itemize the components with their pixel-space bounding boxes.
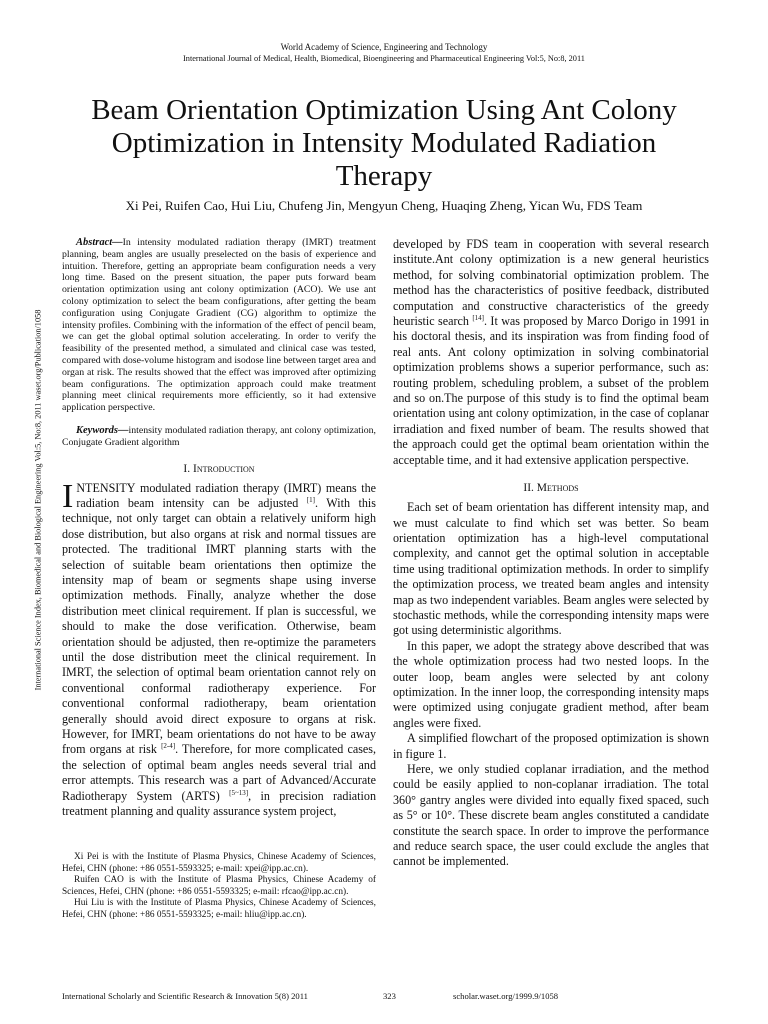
- methods-heading: II. Methods: [523, 482, 579, 495]
- author-footnotes: [62, 852, 376, 922]
- methods-paragraph: Here, we only studied coplanar irradiation, and the method could be easily applied to non-coplanar irradiation. The total 360° gantry angles were divided into equally fixed spaced, such as 5° or 10°. These discrete beam angles constituted a candidate constitute the search space. In order to improve the performance and reduce search space, the user could exclude the angles that cannot be implemented.: [393, 762, 709, 869]
- intro-text: . With this technique, not only target can obtain a relatively uniform high dose distribution, but also organs at risk and normal tissues are protected. The traditional IMRT planning starts with the selection of suitable beam orientations then optimize the intensity map of beam or segments shape using inverse optimization methods. Finally, analyze whether the dose distribution meet clinical requirement. If plan is successful, we should to make the dose verification. Otherwise, beam orientation should be adjusted, then re-optimize the parameters until the dose distribution meet the clinical requirement. In IMRT, the selection of optimal beam orientation cannot rely on conventional conformal radiotherapy experience. For conventional conformal radiotherapy, beam orientation generally should avoid direct exposure to organs at risk. However, for IMRT, beam orientations do not have to be away from organs at risk: [62, 495, 376, 757]
- intro-paragraph: [62, 477, 376, 820]
- footer-publisher: International Scholarly and Scientific Research & Innovation 5(8) 2011: [62, 991, 308, 1001]
- dropcap: I: [62, 477, 74, 515]
- footnote: Ruifen CAO is with the Institute of Plasma Physics, Chinese Academy of Sciences, Hefei, CHN (phone: +86 0551-5593325; e-mail: rfcao@ipp.ac.cn).: [62, 875, 376, 897]
- right-column: [393, 237, 709, 870]
- methods-paragraph: Each set of beam orientation has different intensity map, and we must calculate to find which set was better. So beam orientation optimization has a high-level computational complexity, and cannot get the optimal solution in acceptable time using traditional optimization methods. In order to simplify the optimization process, we treated beam angles and intensity map as two independent variables. Beam angles were selected by stochastic methods, while the corresponding intensity maps were got using deterministic algorithms.: [393, 500, 709, 638]
- methods-paragraph: A simplified flowchart of the proposed optimization is shown in figure 1.: [393, 731, 709, 761]
- author-list: Xi Pei, Ruifen Cao, Hui Liu, Chufeng Jin, Mengyun Cheng, Huaqing Zheng, Yican Wu, FDS Team: [125, 198, 643, 213]
- intro-heading: I. Introduction: [183, 462, 255, 475]
- paper-title: Beam Orientation Optimization Using Ant Colony Optimization in Intensity Modulated Radiation Therapy: [91, 94, 677, 192]
- header-organization: World Academy of Science, Engineering and Technology: [280, 42, 488, 52]
- footnote: Hui Liu is with the Institute of Plasma Physics, Chinese Academy of Sciences, Hefei, CHN (phone: +86 0551-5593325; e-mail: hliu@ipp.ac.cn).: [62, 898, 376, 920]
- intro-continuation: [393, 237, 709, 468]
- intro-text: . Therefore, for more complicated cases, the selection of optimal beam angles needs several trial and error attempts. This research was a part of Advanced/Accurate Radiotherapy System (ARTS): [62, 742, 376, 803]
- abstract: [62, 237, 376, 414]
- keywords-label: Keywords—: [76, 424, 129, 436]
- keywords-text: intensity modulated radiation therapy, ant colony optimization, Conjugate Gradient algorithm: [62, 424, 376, 448]
- abstract-text: In intensity modulated radiation therapy (IMRT) treatment planning, beam angles are usually preselected on the basis of experience and intuition. Therefore, getting an appropriate beam configuration needs a very long time. Based on the present situation, the paper puts forward beam orientation optimization using ant colony optimization (ACO). We use ant colony optimization to select the beam configurations, after getting the beam configuration using Conjugate Gradient (CG) algorithm to optimize the intensity profiles. Combining with the information of the effect of pencil beam, we can get the global optimal solution accelerating. In order to verify the feasibility of the presented method, a simulated and clinical case was tested, compared with dose-volume histogram and isodose line between target area and organ at risk. The results showed that the effect was improved after optimizing beam configurations. The optimization approach could make treatment planning meet clinical requirements more efficiently, so it had extensive application perspective.: [62, 237, 376, 414]
- citation: [14]: [472, 314, 484, 322]
- citation: [1]: [306, 495, 315, 504]
- header-journal: International Journal of Medical, Health, Biomedical, Bioengineering and Pharmaceutical Engineering Vol:5, No:8, 2011: [183, 54, 585, 63]
- sidebar-text: International Science Index, Biomedical and Biological Engineering Vol:5, No:8, 2011 waset.org/Publication/1058: [33, 309, 43, 691]
- methods-paragraph: In this paper, we adopt the strategy above described that was the whole optimization process had two nested loops. In the outer loop, beam angles were selected by ant colony optimization. In the inner loop, the corresponding intensity maps were optimized using conjugate gradient method, after beam angles were fixed.: [393, 638, 709, 730]
- citation: [5~13]: [229, 788, 249, 797]
- abstract-label: Abstract—: [76, 237, 123, 248]
- footnote: Xi Pei is with the Institute of Plasma Physics, Chinese Academy of Sciences, Hefei, CHN (phone: +86 0551-5593325; e-mail: xpei@ipp.ac.cn).: [62, 852, 376, 874]
- body-text: developed by FDS team in cooperation with several research institute.Ant colony optimization is a new general heuristics method, for solving combinatorial optimization problem. The method has the characteristics of positive feedback, distributed computation and constructive characteristics of the greedy heuristic search: [393, 237, 709, 329]
- page-number: 323: [383, 991, 396, 1001]
- footer-link[interactable]: scholar.waset.org/1999.9/1058: [453, 991, 559, 1001]
- keywords: [62, 425, 376, 449]
- intro-text: , in precision radiation treatment planning and quality assurance system project,: [62, 788, 376, 819]
- intro-text: modulated radiation therapy (IMRT) means the radiation beam intensity can be adjusted: [76, 480, 376, 510]
- left-column: [62, 237, 376, 819]
- intro-first-word: NTENSITY: [76, 480, 136, 495]
- citation: [2-4]: [161, 742, 176, 751]
- body-text: . It was proposed by Marco Dorigo in 1991 in his doctoral thesis, and its inspiration was from finding food of real ants. Ant colony optimization in solving combinatorial optimization problems shows a superior performance, such as: routing problem, scheduling problem, a subset of the problem and so on.The purpose of this study is to find the optimal beam orientation using ant colony optimization, in the case of coplanar irradiation and fixed number of beam. The results showed that the approach could get the optimal beam orientation within the acceptable time, and it had extensive application perspective.: [393, 314, 710, 467]
